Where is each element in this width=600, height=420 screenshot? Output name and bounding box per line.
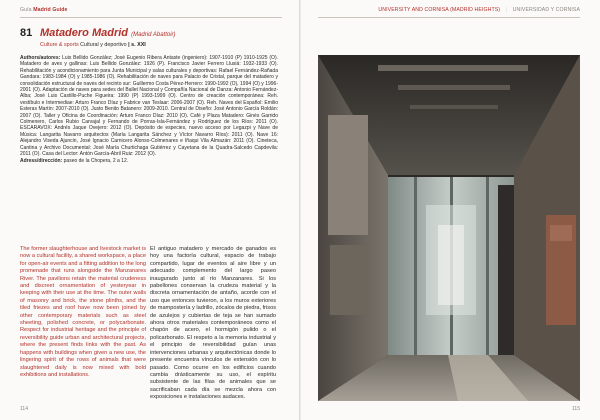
address-text: paseo de la Chopera, 2 a 12. (63, 157, 129, 164)
category-era: | s. XXI (128, 42, 146, 48)
entry-number: 81 (20, 27, 33, 39)
authors-text: Luis Bellido González; José Eugenio Ribera Antaste (ingeniero): 1907-1910 (P) 1910-1925 (O). Matadero de aves y gallinas: Luis Bellido González: 1926 (P). Francisco Javier Ferrero Llusiá: 1932-1933 (O). Rehabilitación y acondicionamiento para Junta Municipal y salas culturales y deportivas: Rafael Fernández-Rañada Gandara: 1983-1984 (O) y 1985-1986 (O). Rehabilitación de naves para Palacio de Cristal, parque del matadero y consolidación estructural de naves del recinto sur: Guillermo Costa Pérez-Herrero: 1990-1992 (O), 1994 (O) y 1996-2001 (O). Adaptación de naves para sedes del Ballet Nacional y Compañía Nacional de Danza: Antonio Fernández-Alba; José Luis Castillo-Puche Figueira: 1990 (P) 1993-1999 (O). Centro de creación contemporánea: Reh. vestíbulo e Intermediae: Arturo Franco Díaz y Fabrice van Teslaar: 2006-2007 (O). Reh. Naves del Español: Emilio Esteras Martín: 2007-2010 (O). Justo Benito Batanero: 2009-2010. Central de Diseño: José Antonio García Roldán: 2007 (O). Taller y Oficina de Coordinación: Arturo Franco Díaz: 2010 (O). Café y Plaza Matadero: Ginés Garrido Colmenero, Carlos Rubio Carvajal y Fernando de Porras-Isla-Fernández y Rodríguez de los Ríos: 2011 (O). ESCARAVOX: Andrés Jaque Ovejero: 2012 (O). Depósito de especies, nuevo acceso por Legazpi y Nave de Música: Langarita Navarro arquitectos (María Langarita Sánchez y Víctor Navarro Ríos): 2011 (O). Nave 16: Alejandro Viseda Ajuncin, José Ignacio Carnicero Alonso-Colmenares e Iñaqui Vila Almazán: 2011 (O). Cineteca, Cantina y Archivo Documental: José María Churtichaga Gutiérrez y Cayetana de la Quadra-Salcedo Capdevila: 2011 (O). Casa del Lector: Antón García-Abril Ruiz: 2012 (O). (20, 55, 278, 158)
era-text: s. XXI (131, 42, 146, 48)
header-prefix: Guía (20, 7, 32, 13)
header-rule-left (20, 17, 282, 18)
running-header-left (20, 7, 68, 13)
body-spanish: El antiguo matadero y mercado de ganados es hoy una factoría cultural, espacio de trabajo compartido, lugar de eventos al aire libre y un adecuado complemento del largo paseo inaugurado junto al río Manzanares. Si los pabellones conservan la crudeza material y la discreta ornamentación de antaño, acorde con el uso que entonces tuvieron, a los muros exteriores de mampostería y ladrillo, zócalos de piedra, frisos de azulejos y cubiertas de teja se han sumado ahora otros materiales contemporáneos como el chapón de acero, el hormigón pulido o el policarbonato. El respeto a la memoria industrial y el principio de reversibilidad guían unas intervenciones urbanas y arquitectónicas donde lo presente encuentra vínculos de extensión con lo pasado. Como ocurre en los edificios cuando cambia drásticamente su uso, el espíritu subsistente de las filas de animales que se sacrificaban cada día se mezcla ahora con exposiciones e instalaciones audaces. (150, 246, 276, 401)
header-rule-right (318, 17, 580, 18)
category-es: Cultural y deportivo (80, 42, 127, 48)
header-section-en: UNIVERSITY AND CORNISA (MADRID HEIGHTS) (378, 7, 501, 13)
entry-title-text: Matadero Madrid (40, 27, 129, 39)
running-header-right: UNIVERSITY AND CORNISA (MADRID HEIGHTS) | UNIVERSIDAD Y CORNISA (378, 7, 580, 13)
entry-subtitle: (Madrid Abattoir) (131, 32, 176, 38)
page-number-left: 114 (20, 406, 28, 412)
category-en: Culture & sports (40, 42, 79, 48)
body-english: The former slaughterhouse and livestock market is now a cultural facility, a shared workspace, a place for open-air events and a fitting addition to the long promenade that runs alongside the Manzanares River. The pavilions retain the material crudeness and discreet ornamentation of yesteryear in keeping with their use at the time. The outer walls of masonry and brick, the stone plinths, and the tiled friezes and roof have now been joined by other contemporary materials such as steel sheeting, polished concrete, or polycarbonate. Respect for industrial heritage and the principle of reversibility guide urban and architectural projects, where the present finds links with the past. As happens with buildings when given a new use, the lingering spirit of the rows of animals that were slaughtered daily is now mixed with bold exhibitions and installations. (20, 246, 146, 378)
header-guide-title: Madrid Guide (33, 7, 68, 13)
page-gutter (299, 0, 301, 420)
photo-illustration (318, 55, 580, 401)
entry-category (40, 42, 146, 48)
page-number-right: 115 (572, 406, 580, 412)
entry-title (40, 27, 176, 39)
authors-label: Authors/autores: (20, 55, 61, 61)
photo-interior-glass-corridor (318, 55, 580, 401)
address-label: Adress/dirección: (20, 157, 63, 164)
credits-block (20, 55, 278, 164)
header-section-es: UNIVERSIDAD Y CORNISA (512, 7, 580, 13)
